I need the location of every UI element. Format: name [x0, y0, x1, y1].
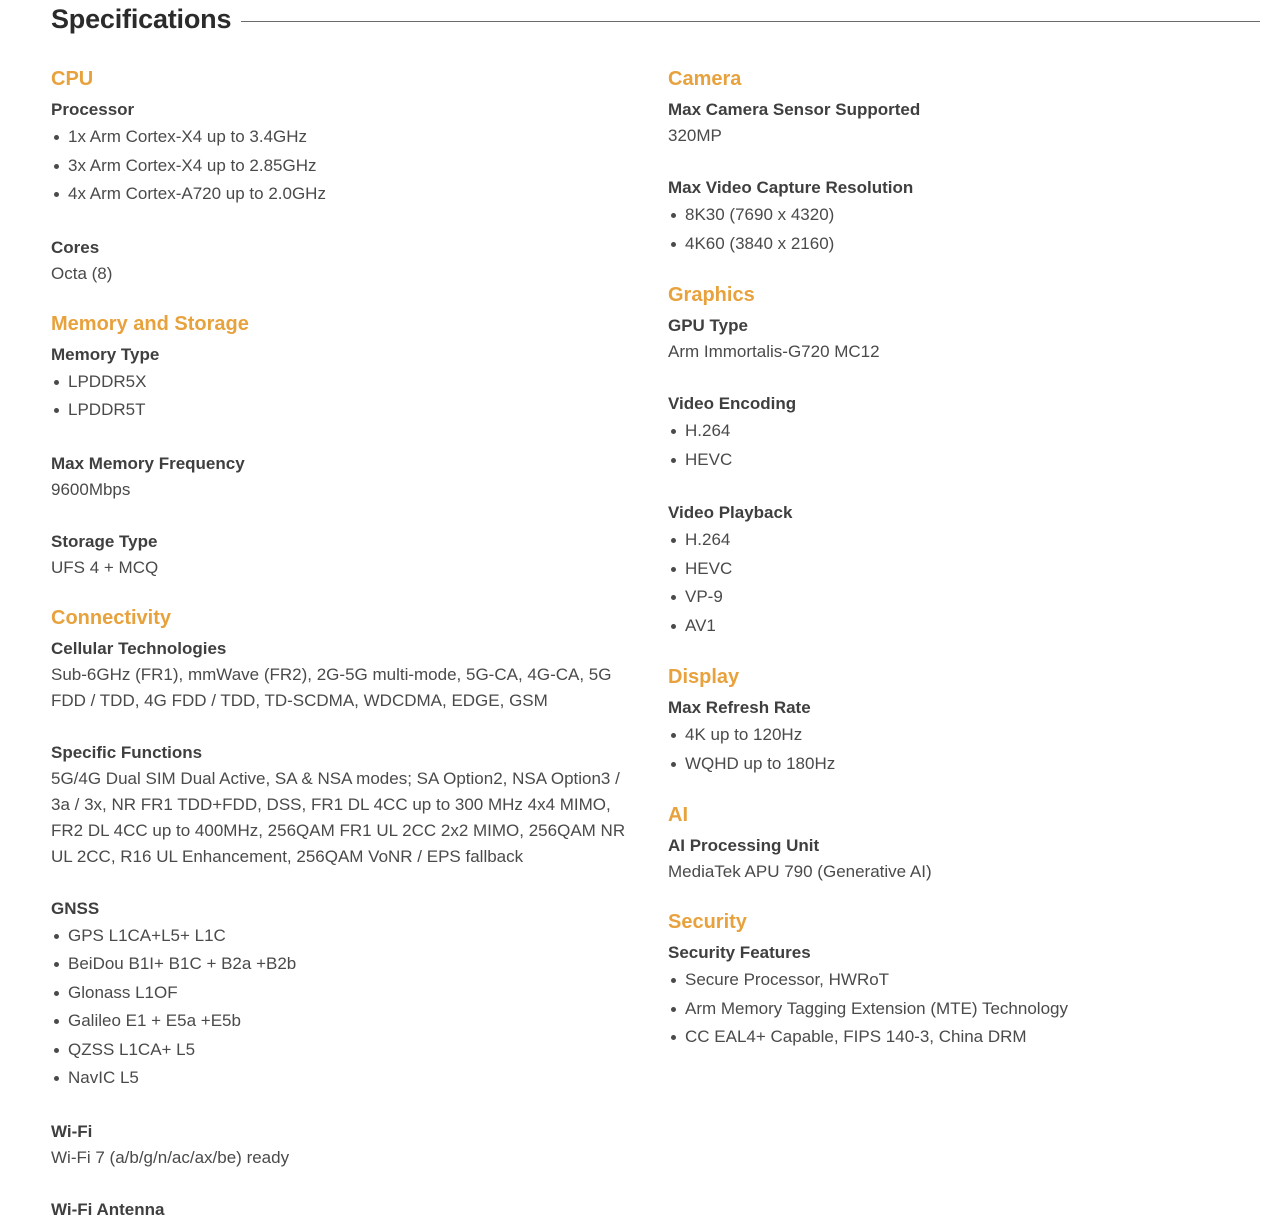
section-memory-storage — [51, 310, 641, 581]
spec-label-specific-functions: Specific Functions — [51, 742, 203, 762]
spec-label-ai-unit: AI Processing Unit — [668, 836, 820, 855]
section-ai — [668, 801, 1258, 885]
spec-label-processor: Processor — [51, 100, 135, 119]
spec-value-wifi: Wi-Fi 7 (a/b/g/n/ac/ax/be) ready — [51, 1147, 290, 1167]
spec-label-cores: Cores — [51, 237, 100, 257]
spec-list-item: VP-9 — [668, 583, 1258, 612]
title-divider — [241, 21, 1260, 22]
spec-list-item: 3x Arm Cortex-X4 up to 2.85GHz — [51, 152, 641, 181]
section-security — [668, 908, 1258, 1052]
spec-list-video-capture — [668, 201, 1258, 258]
specs-left-column — [51, 65, 641, 1223]
spec-list-item: 4K up to 120Hz — [668, 721, 1258, 750]
specs-right-column — [668, 65, 1258, 1052]
spec-list-item: HEVC — [668, 446, 1258, 475]
spec-list-item: Galileo E1 + E5a +E5b — [51, 1007, 641, 1036]
spec-list-item: 1x Arm Cortex-X4 up to 3.4GHz — [51, 123, 641, 152]
spec-label-memory-frequency: Max Memory Frequency — [51, 453, 245, 473]
spec-list-item: H.264 — [668, 417, 1258, 446]
spec-list-item: NavIC L5 — [51, 1064, 641, 1093]
specifications-header — [51, 2, 1260, 38]
spec-list-security-features — [668, 966, 1258, 1052]
spec-list-item: 8K30 (7690 x 4320) — [668, 201, 1258, 230]
spec-label-camera-sensor: Max Camera Sensor Supported — [668, 100, 921, 119]
spec-list-item: 4x Arm Cortex-A720 up to 2.0GHz — [51, 180, 641, 209]
spec-label-wifi: Wi-Fi — [51, 1121, 93, 1141]
section-graphics — [668, 281, 1258, 640]
section-title-ai: AI — [668, 804, 688, 826]
spec-label-gnss: GNSS — [51, 898, 100, 918]
spec-value-storage-type: UFS 4 + MCQ — [51, 557, 159, 577]
spec-label-storage-type: Storage Type — [51, 531, 158, 551]
spec-list-item: H.264 — [668, 526, 1258, 555]
spec-list-item: Arm Memory Tagging Extension (MTE) Technology — [668, 995, 1258, 1024]
spec-list-item: GPS L1CA+L5+ L1C — [51, 922, 641, 951]
spec-value-cores: Octa (8) — [51, 263, 113, 283]
spec-list-item: CC EAL4+ Capable, FIPS 140-3, China DRM — [668, 1023, 1258, 1052]
spec-list-item: BeiDou B1I+ B1C + B2a +B2b — [51, 950, 641, 979]
spec-list-video-playback — [668, 526, 1258, 555]
spec-value-specific-functions: 5G/4G Dual SIM Dual Active, SA & NSA modes; SA Option2, NSA Option3 / 3a / 3x, NR FR1 TDD+FDD, DSS, FR1 DL 4CC up to 300 MHz 4x4 MIMO, FR2 DL 4CC up to 400MHz, 256QAM FR1 UL 2CC 2x2 MIMO, 256QAM NR UL 2CC, R16 UL Enhancement, 256QAM VoNR / EPS fallback — [51, 768, 626, 866]
section-title-memory: Memory and Storage — [51, 312, 249, 335]
spec-value-gpu-type: Arm Immortalis-G720 MC12 — [668, 342, 880, 361]
section-display — [668, 663, 1258, 778]
section-title-graphics: Graphics — [668, 284, 755, 306]
spec-value-memory-frequency: 9600Mbps — [51, 479, 131, 499]
section-title-camera: Camera — [668, 68, 742, 90]
spec-list-item: QZSS L1CA+ L5 — [51, 1036, 641, 1065]
section-title-security: Security — [668, 911, 747, 933]
spec-list-item: LPDDR5T — [51, 396, 641, 425]
spec-list-gnss — [51, 922, 641, 1093]
spec-value-cellular: Sub-6GHz (FR1), mmWave (FR2), 2G-5G multi-mode, 5G-CA, 4G-CA, 5G FDD / TDD, 4G FDD / TDD, TD-SCDMA, WDCDMA, EDGE, GSM — [51, 664, 612, 710]
section-title-connectivity: Connectivity — [51, 606, 172, 629]
section-title-display: Display — [668, 666, 740, 688]
section-connectivity — [51, 604, 641, 1223]
spec-list-refresh-rate — [668, 721, 1258, 778]
section-camera — [668, 65, 1258, 258]
spec-list-item: LPDDR5X — [51, 368, 641, 397]
spec-list-item: 4K60 (3840 x 2160) — [668, 230, 1258, 259]
spec-list-item: WQHD up to 180Hz — [668, 750, 1258, 779]
section-title-cpu: CPU — [51, 68, 94, 90]
spec-list-video-playback-more — [668, 555, 1258, 641]
page-title: Specifications — [51, 4, 232, 34]
section-cpu — [51, 65, 641, 287]
spec-label-video-capture: Max Video Capture Resolution — [668, 178, 914, 197]
spec-list-item: Secure Processor, HWRoT — [668, 966, 1258, 995]
spec-list-processor — [51, 123, 641, 209]
spec-value-camera-sensor: 320MP — [668, 126, 722, 145]
spec-list-item: AV1 — [668, 612, 1258, 641]
spec-label-cellular: Cellular Technologies — [51, 638, 227, 658]
spec-label-gpu-type: GPU Type — [668, 316, 748, 335]
spec-list-memory-type — [51, 368, 641, 425]
spec-label-memory-type: Memory Type — [51, 344, 160, 364]
spec-list-video-encoding — [668, 417, 1258, 474]
spec-label-video-playback: Video Playback — [668, 503, 793, 522]
spec-label-refresh-rate: Max Refresh Rate — [668, 698, 811, 717]
spec-value-ai-unit: MediaTek APU 790 (Generative AI) — [668, 862, 932, 881]
spec-list-item: HEVC — [668, 555, 1258, 584]
spec-label-video-encoding: Video Encoding — [668, 394, 797, 413]
spec-list-item: Glonass L1OF — [51, 979, 641, 1008]
spec-label-security-features: Security Features — [668, 943, 811, 962]
spec-label-wifi-antenna: Wi-Fi Antenna — [51, 1199, 165, 1219]
